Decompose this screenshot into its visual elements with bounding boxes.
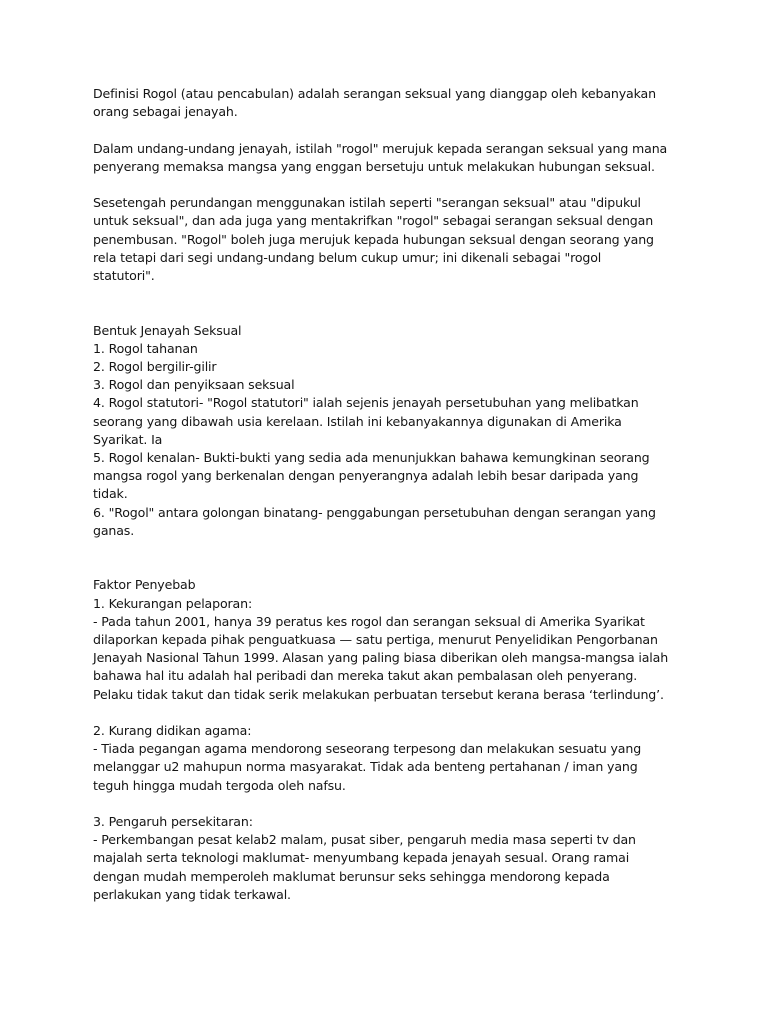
text-line: dengan mudah memperoleh maklumat berunsur seks sehingga mendorong kepada bbox=[93, 868, 610, 884]
text-line: orang sebagai jenayah. bbox=[93, 104, 238, 120]
cause-religion bbox=[93, 722, 693, 795]
text-line: Definisi Rogol (atau pencabulan) adalah serangan seksual yang dianggap oleh kebanyakan bbox=[93, 86, 656, 101]
cause-title: 2. Kurang didikan agama: bbox=[93, 723, 252, 739]
text-line: Jenayah Nasional Tahun 1999. Alasan yang paling biasa diberikan oleh mangsa-mangsa ialah bbox=[93, 650, 669, 666]
text-line: - Pada tahun 2001, hanya 39 peratus kes rogol dan serangan seksual di Amerika Syarikat bbox=[93, 613, 645, 629]
list-item: 2. Rogol bergilir-gilir bbox=[93, 359, 217, 374]
text-line: statutori". bbox=[93, 268, 155, 283]
forms-section bbox=[93, 322, 693, 540]
intro-paragraph bbox=[93, 85, 693, 121]
list-item: 6. "Rogol" antara golongan binatang- penggabungan persetubuhan dengan serangan yang bbox=[93, 504, 656, 520]
document-page bbox=[93, 85, 693, 904]
text-line: teguh hingga mudah tergoda oleh nafsu. bbox=[93, 777, 346, 793]
cause-reporting bbox=[93, 595, 693, 704]
law-paragraph bbox=[93, 140, 693, 176]
list-item: seorang yang dibawah usia kerelaan. Istilah ini kebanyakannya digunakan di Amerika bbox=[93, 413, 622, 429]
list-item: ganas. bbox=[93, 522, 135, 538]
text-line: penyerang memaksa mangsa yang enggan bersetuju untuk melakukan hubungan seksual. bbox=[93, 158, 655, 174]
definitions-paragraph bbox=[93, 194, 693, 285]
cause-environment bbox=[93, 813, 693, 904]
cause-title: 1. Kekurangan pelaporan: bbox=[93, 595, 253, 611]
list-item: mangsa rogol yang berkenalan dengan penyerangnya adalah lebih besar daripada yang bbox=[93, 468, 639, 484]
text-line: Sesetengah perundangan menggunakan istilah seperti "serangan seksual" atau "dipukul bbox=[93, 195, 641, 211]
list-item: tidak. bbox=[93, 486, 128, 502]
text-line: melanggar u2 mahupun norma masyarakat. Tidak ada benteng pertahanan / iman yang bbox=[93, 759, 638, 775]
cause-title: 3. Pengaruh persekitaran: bbox=[93, 814, 253, 830]
list-item: 3. Rogol dan penyiksaan seksual bbox=[93, 377, 295, 393]
text-line: - Perkembangan pesat kelab2 malam, pusat siber, pengaruh media masa seperti tv dan bbox=[93, 832, 636, 848]
text-line: penembusan. "Rogol" boleh juga merujuk kepada hubungan seksual dengan seorang yang bbox=[93, 231, 654, 247]
list-item: 4. Rogol statutori- "Rogol statutori" ialah sejenis jenayah persetubuhan yang melibatkan bbox=[93, 395, 639, 411]
section-heading: Bentuk Jenayah Seksual bbox=[93, 322, 242, 338]
text-line: untuk seksual", dan ada juga yang mentakrifkan "rogol" sebagai serangan seksual dengan bbox=[93, 213, 654, 229]
text-line: Pelaku tidak takut dan tidak serik melakukan perbuatan tersebut kerana berasa ‘terlindung’. bbox=[93, 686, 664, 702]
text-line: bahawa hal itu adalah hal peribadi dan mereka takut akan pembalasan oleh penyerang. bbox=[93, 668, 638, 684]
causes-section bbox=[93, 576, 693, 904]
list-item: 5. Rogol kenalan- Bukti-bukti yang sedia ada menunjukkan bahawa kemungkinan seorang bbox=[93, 450, 650, 466]
text-line: - Tiada pegangan agama mendorong seseorang terpesong dan melakukan sesuatu yang bbox=[93, 741, 642, 757]
text-line: rela tetapi dari segi undang-undang belum cukup umur; ini dikenali sebagai "rogol bbox=[93, 249, 602, 265]
text-line: dilaporkan kepada pihak penguatkuasa — satu pertiga, menurut Penyelidikan Pengorbanan bbox=[93, 632, 658, 648]
list-item: Syarikat. Ia bbox=[93, 431, 163, 447]
text-line: perlakukan yang tidak terkawal. bbox=[93, 886, 291, 902]
section-heading: Faktor Penyebab bbox=[93, 577, 196, 593]
list-item: 1. Rogol tahanan bbox=[93, 340, 198, 356]
text-line: Dalam undang-undang jenayah, istilah "rogol" merujuk kepada serangan seksual yang mana bbox=[93, 140, 668, 156]
text-line: majalah serta teknologi maklumat- menyumbang kepada jenayah sesual. Orang ramai bbox=[93, 850, 630, 866]
